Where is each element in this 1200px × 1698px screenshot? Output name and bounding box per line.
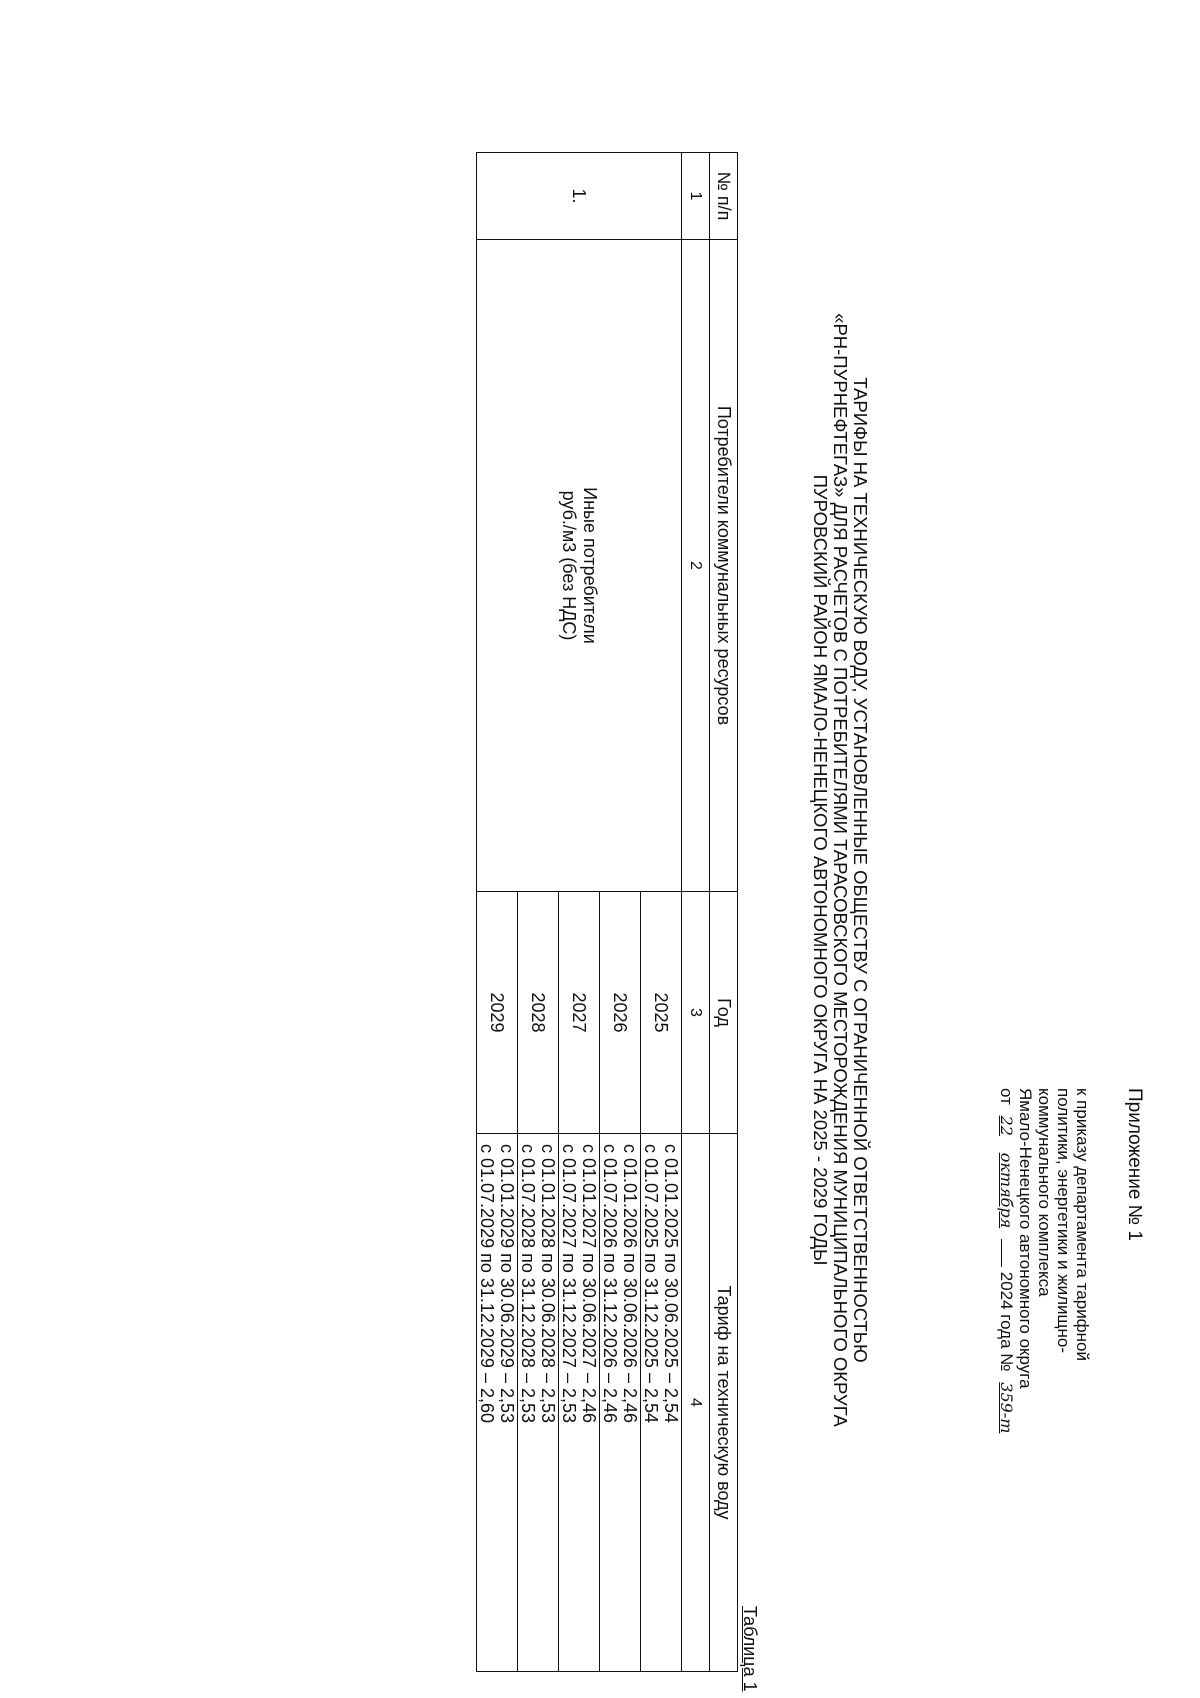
- year-cell: 2027: [559, 892, 600, 1134]
- approval-line: политики, энергетики и жилищно-: [1054, 1088, 1073, 1353]
- header-cell-year: Год: [710, 892, 738, 1134]
- approval-line: Ямало-Ненецкого автономного округа: [1016, 1088, 1035, 1389]
- tariff-cell: [477, 1134, 518, 1672]
- column-number: 4: [682, 1134, 710, 1672]
- column-number: 3: [682, 892, 710, 1134]
- tariff-line: с 01.01.2028 по 30.06.2028 – 2,53: [538, 1144, 558, 1423]
- header-cell-number: № п/п: [710, 153, 738, 240]
- tariff-line: с 01.07.2026 по 31.12.2026 – 2,46: [600, 1144, 620, 1423]
- date-prefix: от: [997, 1088, 1016, 1105]
- tariff-table: [476, 152, 738, 1672]
- year-cell: 2028: [518, 892, 559, 1134]
- date-year: 2024 года №: [997, 1271, 1016, 1372]
- document-title: [810, 120, 870, 1620]
- date-month: октября: [997, 1152, 1016, 1229]
- tariff-line: с 01.07.2027 по 31.12.2027 – 2,53: [559, 1144, 579, 1423]
- approval-block: [997, 1088, 1092, 1548]
- consumer-cell: [477, 240, 682, 892]
- column-number-row: [682, 153, 710, 1672]
- tariff-line: с 01.01.2027 по 30.06.2027 – 2,46: [579, 1144, 599, 1423]
- tariff-cell: [641, 1134, 682, 1672]
- table-header-row: [710, 153, 738, 1672]
- tariff-line: с 01.01.2029 по 30.06.2029 – 2,53: [497, 1144, 517, 1423]
- year-cell: 2029: [477, 892, 518, 1134]
- header-cell-consumers: Потребители коммунальных ресурсов: [710, 240, 738, 892]
- approval-line: коммунального комплекса: [1035, 1088, 1054, 1297]
- approval-date-line: [997, 1088, 1016, 1548]
- date-day: 22: [997, 1115, 1016, 1136]
- appendix-label: Приложение № 1: [1124, 1088, 1145, 1241]
- order-number: 359-т: [997, 1382, 1016, 1434]
- column-number: 1: [682, 153, 710, 240]
- tariff-line: с 01.07.2025 по 31.12.2025 – 2,54: [641, 1144, 661, 1423]
- consumer-label: Иные потребители: [580, 487, 600, 644]
- tariff-cell: [518, 1134, 559, 1672]
- date-blank: [1001, 1239, 1002, 1267]
- tariff-cell: [559, 1134, 600, 1672]
- tariff-line: с 01.07.2029 по 31.12.2029 – 2,60: [477, 1144, 497, 1423]
- tariff-line: с 01.01.2025 по 30.06.2025 – 2,54: [661, 1144, 681, 1423]
- tariff-line: с 01.07.2028 по 31.12.2028 – 2,53: [518, 1144, 538, 1423]
- year-cell: 2025: [641, 892, 682, 1134]
- consumer-unit: руб./м3 (без НДС): [559, 490, 579, 641]
- tariff-cell: [600, 1134, 641, 1672]
- table-label: Таблица 1: [740, 1606, 760, 1692]
- row-number-cell: 1.: [477, 153, 682, 240]
- year-cell: 2026: [600, 892, 641, 1134]
- column-number: 2: [682, 240, 710, 892]
- header-cell-tariff: Тариф на техническую воду: [710, 1134, 738, 1672]
- table-row: [641, 153, 682, 1672]
- tariff-line: с 01.01.2026 по 30.06.2026 – 2,46: [620, 1144, 640, 1423]
- title-line: «РН-ПУРНЕФТЕГАЗ» ДЛЯ РАСЧЕТОВ С ПОТРЕБИТЕЛЯМИ ТАРАСОВСКОГО МЕСТОРОЖДЕНИЯ МУНИЦИПАЛЬНОГО ОКРУГА: [830, 313, 851, 1427]
- title-line: ТАРИФЫ НА ТЕХНИЧЕСКУЮ ВОДУ, УСТАНОВЛЕННЫЕ ОБЩЕСТВУ С ОГРАНИЧЕННОЙ ОТВЕТСТВЕННОСТЬЮ: [850, 377, 871, 1363]
- approval-line: к приказу департамента тарифной: [1073, 1088, 1092, 1362]
- title-line: ПУРОВСКИЙ РАЙОН ЯМАЛО-НЕНЕЦКОГО АВТОНОМНОГО ОКРУГА НА 2025 - 2029 ГОДЫ: [810, 474, 831, 1266]
